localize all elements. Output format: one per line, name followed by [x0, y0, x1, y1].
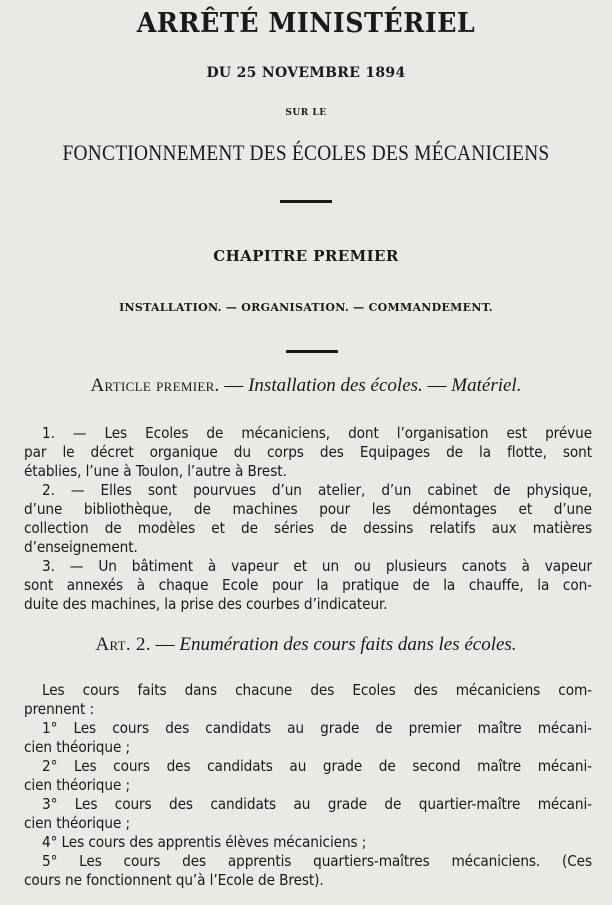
text-line: cien théorique ; [24, 738, 131, 756]
chapter-subheadings: INSTALLATION. — ORGANISATION. — COMMANDEMENT. [119, 301, 493, 314]
text-line: 5° Les cours des apprentis quartiers-maîtres mécaniciens. (Ces [42, 852, 592, 870]
document-title: ARRÊTÉ MINISTÉRIEL [136, 8, 476, 39]
text-line: cours ne fonctionnent qu’à l’Ecole de Brest). [24, 871, 324, 889]
text-line: duite des machines, la prise des courbes d’indicateur. [24, 595, 388, 613]
text-line: sont annexés à chaque Ecole pour la pratique de la chauffe, la con- [24, 576, 592, 594]
text-line: 1° Les cours des candidats au grade de premier maître mécani- [42, 719, 592, 737]
text-line: cien théorique ; [24, 814, 131, 832]
article-2-dash: — [155, 634, 175, 655]
article-2-title: Enumération des cours faits dans les écoles. [179, 634, 517, 655]
text-line: 1. — Les Ecoles de mécaniciens, dont l’organisation est prévue [42, 424, 592, 442]
text-line: collection de modèles et de séries de dessins relatifs aux matières [24, 519, 592, 537]
text-line: d’enseignement. [24, 538, 138, 556]
article-1-title-a: Installation des écoles. [248, 375, 423, 396]
divider-rule [286, 350, 338, 353]
text-line: 4° Les cours des apprentis élèves mécaniciens ; [42, 833, 367, 851]
text-line: d’une bibliothèque, de machines pour les démontages et d’une [24, 500, 592, 518]
article-1-title-b: Matériel. [451, 375, 522, 396]
document-date: DU 25 NOVEMBRE 1894 [206, 65, 406, 81]
article-1-dash: — [224, 375, 244, 396]
article-2-label: Art. 2. [95, 634, 151, 655]
text-line: établies, l’une à Toulon, l’autre à Brest. [24, 462, 287, 480]
text-line: cien théorique ; [24, 776, 131, 794]
text-line: 2° Les cours des candidats au grade de second maître mécani- [42, 757, 592, 775]
article-1-body [24, 424, 592, 614]
divider-rule [280, 200, 332, 203]
article-2-body [24, 681, 592, 890]
sur-le-label: SUR LE [285, 108, 327, 118]
text-line: prennent : [24, 700, 95, 718]
chapter-heading: CHAPITRE PREMIER [213, 247, 399, 265]
text-line: 3° Les cours des candidats au grade de quartier-maître mécani- [42, 795, 592, 813]
article-1-dash: — [427, 375, 447, 396]
text-line: 2. — Elles sont pourvues d’un atelier, d’un cabinet de physique, [42, 481, 592, 499]
article-1-label: Article premier. [90, 375, 220, 396]
document-subject: FONCTIONNEMENT DES ÉCOLES DES MÉCANICIENS [62, 140, 550, 165]
article-2-heading [0, 634, 612, 656]
text-line: 3. — Un bâtiment à vapeur et un ou plusieurs canots à vapeur [42, 557, 592, 575]
article-1-heading [0, 375, 612, 397]
text-line: Les cours faits dans chacune des Ecoles des mécaniciens com- [42, 681, 592, 699]
text-line: par le décret organique du corps des Equipages de la flotte, sont [24, 443, 592, 461]
